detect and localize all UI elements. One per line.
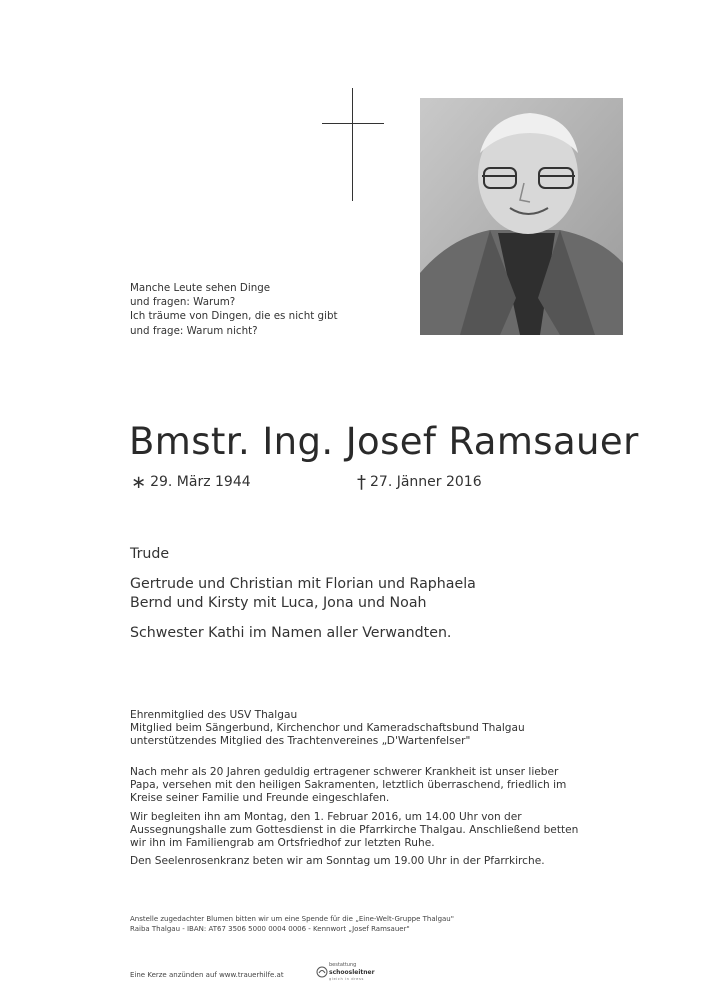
paragraph [130,811,590,851]
paragraph-line: Wir begleiten ihn am Montag, den 1. Februar 2016, um 14.00 Uhr von der [130,810,522,823]
mourner-relatives: Schwester Kathi im Namen aller Verwandten. [130,625,452,641]
donation-line: Raiba Thalgau - IBAN: AT67 3506 5000 0004 0006 - Kennwort „Josef Ramsauer" [130,925,410,933]
honor-line: Ehrenmitglied des USV Thalgau [130,709,298,721]
paragraph-line: Den Seelenrosenkranz beten wir am Sonntag um 19.00 Uhr in der Pfarrkirche. [130,855,545,868]
quote [130,281,338,338]
announcement-text [130,766,590,873]
quote-line: und fragen: Warum? [130,296,236,309]
birth-date [131,472,251,493]
paragraph-line: Kreise seiner Familie und Freunde eingeschlafen. [130,792,390,805]
deceased-name: Bmstr. Ing. Josef Ramsauer [129,420,639,463]
birth-star-icon: ∗ [131,472,147,493]
funeral-home-logo [316,960,391,986]
death-date [357,472,482,493]
honor-line: Mitglied beim Sängerbund, Kirchenchor und Kameradschaftsbund Thalgau [130,722,525,735]
mourners-list [130,545,476,654]
donation-note [130,914,454,934]
logo-line: bestattung [329,962,357,968]
paragraph [130,855,590,868]
paragraph-line: Papa, versehen mit den heiligen Sakramenten, letztlich überraschend, friedlich im [130,779,567,792]
logo-line: schoosleitner [329,969,375,976]
honor-line: unterstützendes Mitglied des Trachtenvereines „D'Wartenfelser" [130,735,471,748]
death-dagger-icon: † [357,472,366,493]
paragraph-line: wir ihn im Familiengrab am Ortsfriedhof zur letzten Ruhe. [130,837,435,850]
donation-line: Anstelle zugedachter Blumen bitten wir um eine Spende für die „Eine-Welt-Gruppe Thalgau" [130,915,454,923]
paragraph-line: Nach mehr als 20 Jahren geduldig ertragener schwerer Krankheit ist unser lieber [130,766,559,778]
quote-line: und frage: Warum nicht? [130,324,258,337]
paragraph [130,766,590,806]
birth-date-text: 29. März 1944 [150,474,251,490]
quote-line: Manche Leute sehen Dinge [130,282,271,294]
candle-link[interactable]: Eine Kerze anzünden auf www.trauerhilfe.at [130,971,284,979]
honors [130,709,525,749]
death-date-text: 27. Jänner 2016 [370,474,482,490]
paragraph-line: Aussegnungshalle zum Gottesdienst in die Pfarrkirche Thalgau. Anschließend betten [130,823,579,836]
cross-icon [322,88,384,201]
mourner-spouse: Trude [130,546,170,562]
logo-line: gleich in dress [329,977,364,981]
mourner-children: Bernd und Kirsty mit Luca, Jona und Noah [130,595,427,611]
logo-mark-icon [316,966,328,978]
mourner-children: Gertrude und Christian mit Florian und Raphaela [130,576,476,592]
quote-line: Ich träume von Dingen, die es nicht gibt [130,310,338,323]
portrait-photo [420,98,623,335]
